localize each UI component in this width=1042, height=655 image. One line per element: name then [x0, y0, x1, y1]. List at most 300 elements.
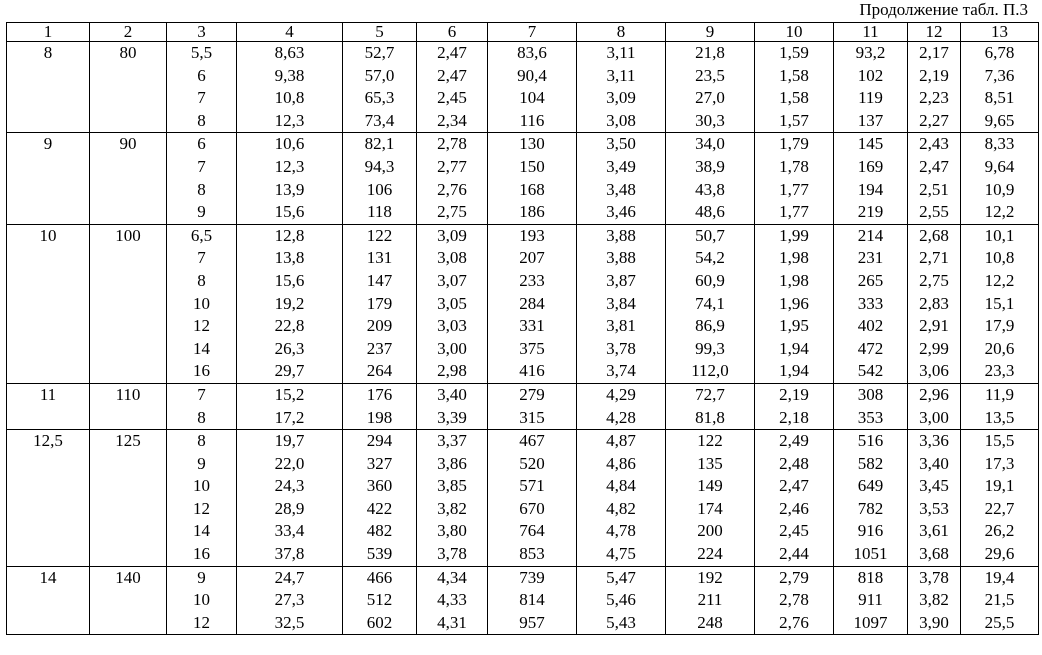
cell-value: 10 [39, 225, 57, 245]
table-cell [417, 133, 488, 224]
cell-value: 15,2 [274, 384, 305, 404]
cell-value: 12,5 [33, 431, 63, 451]
table-cell [488, 133, 577, 224]
cell-value [7, 338, 89, 361]
cell-value: 214 [857, 225, 884, 245]
cell-value: 520 [519, 453, 545, 473]
cell-value: 1,99 [779, 225, 809, 245]
cell-value: 104 [519, 88, 545, 108]
cell-value: 4,31 [437, 612, 467, 632]
cell-value: 2,48 [779, 453, 809, 473]
table-body [7, 42, 1039, 635]
cell-value: 3,68 [919, 544, 949, 564]
table-cell [488, 566, 577, 635]
cell-value: 15,6 [274, 270, 305, 290]
column-header: 8 [577, 23, 666, 42]
cell-value: 130 [519, 134, 545, 154]
cell-value [7, 293, 89, 316]
cell-value: 3,78 [437, 544, 467, 564]
cell-value: 542 [857, 361, 884, 381]
cell-value: 15,6 [274, 202, 305, 222]
cell-value: 3,78 [606, 338, 636, 358]
table-cell [7, 383, 90, 429]
cell-value: 782 [857, 498, 884, 518]
cell-value: 8 [197, 110, 206, 130]
cell-value: 147 [366, 270, 393, 290]
table-cell [577, 133, 666, 224]
cell-value: 23,3 [984, 361, 1015, 381]
table-cell [417, 566, 488, 635]
cell-value: 2,19 [919, 65, 949, 85]
cell-value: 237 [366, 338, 393, 358]
column-header: 1 [7, 23, 90, 42]
cell-value: 5,43 [606, 612, 636, 632]
table-cell [343, 224, 417, 383]
cell-value [90, 520, 166, 543]
cell-value [90, 612, 166, 635]
cell-value [90, 475, 166, 498]
cell-value: 73,4 [364, 110, 395, 130]
cell-value: 602 [366, 612, 393, 632]
cell-value: 3,36 [919, 431, 949, 451]
cell-value: 43,8 [695, 179, 725, 199]
cell-value: 1,57 [779, 110, 809, 130]
cell-value: 23,5 [695, 65, 725, 85]
cell-value: 24,3 [274, 476, 305, 496]
cell-value: 48,6 [695, 202, 725, 222]
table-cell [167, 224, 237, 383]
table-row-group [7, 133, 1039, 224]
cell-value: 174 [697, 498, 723, 518]
cell-value: 3,11 [606, 43, 636, 62]
cell-value: 8 [43, 43, 53, 62]
cell-value: 8 [197, 179, 206, 199]
cell-value [7, 315, 89, 338]
cell-value: 1,79 [779, 134, 809, 154]
cell-value: 4,78 [606, 521, 636, 541]
cell-value: 2,77 [437, 156, 467, 176]
table-cell [417, 42, 488, 133]
cell-value: 14 [193, 338, 210, 358]
cell-value: 54,2 [695, 248, 725, 268]
cell-value: 22,7 [984, 498, 1015, 518]
cell-value: 649 [857, 476, 884, 496]
cell-value: 10,9 [984, 179, 1015, 199]
table-cell [908, 383, 961, 429]
cell-value: 1,96 [779, 293, 809, 313]
cell-value: 2,46 [779, 498, 809, 518]
cell-value: 8,63 [274, 43, 305, 62]
cell-value: 86,9 [695, 316, 725, 336]
cell-value: 12,3 [274, 110, 305, 130]
cell-value: 2,47 [437, 43, 467, 62]
cell-value: 22,8 [274, 316, 305, 336]
cell-value: 3,84 [606, 293, 636, 313]
cell-value [90, 293, 166, 316]
table-cell [7, 430, 90, 567]
header-row [7, 23, 1039, 42]
table-cell [666, 566, 755, 635]
cell-value [90, 270, 166, 293]
cell-value: 8,33 [984, 134, 1015, 154]
cell-value: 19,4 [984, 567, 1015, 587]
cell-value: 26,3 [274, 338, 305, 358]
cell-value: 9,64 [984, 156, 1015, 176]
table-cell [908, 566, 961, 635]
cell-value: 2,75 [437, 202, 467, 222]
cell-value: 2,44 [779, 544, 809, 564]
cell-value [7, 156, 89, 179]
table-cell [961, 566, 1039, 635]
cell-value: 739 [519, 567, 545, 587]
cell-value [90, 315, 166, 338]
cell-value: 186 [519, 202, 545, 222]
table-cell [961, 133, 1039, 224]
table-cell [666, 133, 755, 224]
cell-value: 16 [193, 361, 210, 381]
cell-value: 3,88 [606, 225, 636, 245]
cell-value [90, 338, 166, 361]
cell-value: 3,39 [437, 407, 467, 427]
cell-value: 19,2 [274, 293, 305, 313]
column-header: 3 [167, 23, 237, 42]
cell-value: 2,99 [919, 338, 949, 358]
cell-value: 6,5 [190, 225, 213, 245]
table-cell [237, 383, 343, 429]
cell-value: 4,84 [606, 476, 636, 496]
cell-value: 2,76 [779, 612, 809, 632]
cell-value: 119 [858, 88, 883, 108]
table-cell [237, 224, 343, 383]
cell-value [7, 201, 89, 224]
column-header: 6 [417, 23, 488, 42]
cell-value: 112,0 [691, 361, 729, 381]
column-header: 10 [755, 23, 834, 42]
cell-value: 179 [366, 293, 393, 313]
table-cell [961, 430, 1039, 567]
cell-value: 6,78 [984, 43, 1015, 62]
cell-value: 122 [366, 225, 393, 245]
column-header: 2 [90, 23, 167, 42]
cell-value: 13,5 [984, 407, 1015, 427]
cell-value: 2,75 [919, 270, 949, 290]
cell-value: 2,19 [779, 384, 809, 404]
cell-value: 10,8 [274, 88, 305, 108]
cell-value: 539 [366, 544, 393, 564]
cell-value [7, 87, 89, 110]
cell-value: 853 [519, 544, 545, 564]
cell-value: 294 [366, 431, 393, 451]
cell-value: 7 [197, 248, 206, 268]
cell-value: 2,47 [779, 476, 809, 496]
cell-value: 1,59 [779, 43, 809, 62]
table-cell [90, 224, 167, 383]
cell-value [90, 247, 166, 270]
cell-value: 22,0 [274, 453, 305, 473]
cell-value [7, 247, 89, 270]
cell-value: 12,2 [984, 270, 1015, 290]
table-cell [961, 383, 1039, 429]
cell-value: 284 [519, 293, 545, 313]
cell-value: 193 [519, 225, 545, 245]
cell-value: 3,45 [919, 476, 949, 496]
cell-value: 2,17 [919, 43, 949, 62]
cell-value: 16 [193, 544, 210, 564]
cell-value [7, 270, 89, 293]
table-cell [755, 224, 834, 383]
cell-value: 3,03 [437, 316, 467, 336]
cell-value: 3,61 [919, 521, 949, 541]
cell-value: 2,79 [779, 567, 809, 587]
table-cell [167, 133, 237, 224]
cell-value: 21,5 [984, 590, 1015, 610]
table-cell [755, 430, 834, 567]
cell-value: 279 [519, 384, 545, 404]
cell-value: 102 [857, 65, 884, 85]
cell-value [90, 498, 166, 521]
cell-value [7, 110, 89, 133]
table-cell [834, 42, 908, 133]
table-cell [237, 566, 343, 635]
cell-value: 327 [366, 453, 393, 473]
cell-value: 2,83 [919, 293, 949, 313]
cell-value: 2,71 [919, 248, 949, 268]
cell-value: 422 [366, 498, 393, 518]
cell-value [7, 475, 89, 498]
cell-value: 7,36 [984, 65, 1015, 85]
cell-value: 8 [197, 431, 206, 451]
cell-value: 1,58 [779, 88, 809, 108]
cell-value: 2,18 [779, 407, 809, 427]
table-cell [417, 430, 488, 567]
cell-value: 3,78 [919, 567, 949, 587]
cell-value: 149 [697, 476, 723, 496]
table-cell [167, 383, 237, 429]
cell-value [90, 156, 166, 179]
cell-value: 9,38 [274, 65, 305, 85]
cell-value: 122 [697, 431, 723, 451]
cell-value: 125 [115, 431, 141, 451]
cell-value: 10,8 [984, 248, 1015, 268]
cell-value: 582 [857, 453, 884, 473]
table-cell [7, 42, 90, 133]
cell-value: 9,65 [984, 110, 1015, 130]
cell-value: 571 [519, 476, 545, 496]
cell-value: 2,68 [919, 225, 949, 245]
cell-value: 1,77 [779, 179, 809, 199]
cell-value: 12,2 [984, 202, 1015, 222]
cell-value [7, 65, 89, 88]
cell-value: 8 [197, 270, 206, 290]
cell-value: 1,94 [779, 338, 809, 358]
table-cell [666, 383, 755, 429]
cell-value: 140 [115, 567, 141, 587]
cell-value: 20,6 [984, 338, 1015, 358]
data-table [6, 22, 1039, 635]
column-header: 9 [666, 23, 755, 42]
cell-value: 24,7 [274, 567, 305, 587]
cell-value: 60,9 [695, 270, 725, 290]
table-cell [577, 383, 666, 429]
cell-value: 150 [519, 156, 545, 176]
cell-value: 211 [697, 590, 723, 610]
cell-value: 12 [193, 612, 210, 632]
cell-value: 3,40 [437, 384, 467, 404]
cell-value: 7 [197, 88, 206, 108]
cell-value: 512 [366, 590, 393, 610]
table-cell [7, 133, 90, 224]
table-cell [417, 383, 488, 429]
table-cell [90, 383, 167, 429]
table-cell [666, 42, 755, 133]
cell-value: 137 [857, 110, 884, 130]
table-cell [755, 133, 834, 224]
cell-value [90, 87, 166, 110]
cell-value: 3,81 [606, 316, 636, 336]
cell-value: 308 [857, 384, 884, 404]
column-header: 5 [343, 23, 417, 42]
cell-value: 82,1 [364, 134, 395, 154]
cell-value: 131 [366, 248, 393, 268]
table-cell [908, 133, 961, 224]
cell-value: 17,2 [274, 407, 305, 427]
cell-value: 9 [197, 453, 206, 473]
cell-value: 9 [197, 202, 206, 222]
cell-value: 670 [519, 498, 545, 518]
table-cell [90, 42, 167, 133]
cell-value: 3,74 [606, 361, 636, 381]
cell-value: 11,9 [984, 384, 1015, 404]
cell-value: 4,28 [606, 407, 636, 427]
cell-value: 169 [857, 156, 884, 176]
cell-value: 219 [857, 202, 884, 222]
cell-value [90, 110, 166, 133]
table-cell [834, 430, 908, 567]
cell-value: 2,49 [779, 431, 809, 451]
cell-value: 19,7 [274, 431, 305, 451]
table-cell [488, 224, 577, 383]
cell-value: 10,6 [274, 134, 305, 154]
column-header: 4 [237, 23, 343, 42]
cell-value: 375 [519, 338, 545, 358]
cell-value: 7 [197, 384, 206, 404]
table-cell [755, 383, 834, 429]
table-cell [343, 383, 417, 429]
cell-value: 5,5 [190, 43, 213, 62]
cell-value: 5,47 [606, 567, 636, 587]
cell-value: 2,23 [919, 88, 949, 108]
table-caption: Продолжение табл. П.3 [859, 0, 1028, 19]
table-cell [343, 133, 417, 224]
column-header: 12 [908, 23, 961, 42]
cell-value: 6 [197, 65, 206, 85]
cell-value: 1,95 [779, 316, 809, 336]
cell-value: 168 [519, 179, 545, 199]
cell-value: 10 [193, 590, 210, 610]
cell-value: 2,45 [779, 521, 809, 541]
cell-value [7, 520, 89, 543]
table-cell [237, 42, 343, 133]
cell-value: 118 [367, 202, 392, 222]
table-row-group [7, 430, 1039, 567]
cell-value: 1051 [853, 544, 888, 564]
cell-value: 233 [519, 270, 545, 290]
cell-value: 34,0 [695, 134, 725, 154]
cell-value: 13,8 [274, 248, 305, 268]
cell-value: 472 [857, 338, 884, 358]
cell-value: 3,07 [437, 270, 467, 290]
table-cell [908, 430, 961, 567]
table-cell [343, 566, 417, 635]
cell-value: 4,29 [606, 384, 636, 404]
cell-value: 106 [366, 179, 393, 199]
cell-value: 25,5 [984, 612, 1015, 632]
table-cell [237, 430, 343, 567]
cell-value: 17,3 [984, 453, 1015, 473]
cell-value: 26,2 [984, 521, 1015, 541]
cell-value: 72,7 [695, 384, 725, 404]
cell-value: 2,78 [779, 590, 809, 610]
cell-value: 116 [519, 110, 545, 130]
cell-value: 1,94 [779, 361, 809, 381]
cell-value: 12,3 [274, 156, 305, 176]
cell-value: 176 [366, 384, 393, 404]
table-row-group [7, 383, 1039, 429]
cell-value: 50,7 [695, 225, 725, 245]
table-cell [577, 566, 666, 635]
cell-value [90, 453, 166, 476]
cell-value: 37,8 [274, 544, 305, 564]
cell-value: 2,43 [919, 134, 949, 154]
cell-value [7, 589, 89, 612]
cell-value: 416 [519, 361, 545, 381]
table-cell [90, 430, 167, 567]
table-cell [834, 224, 908, 383]
cell-value: 10 [193, 293, 210, 313]
cell-value: 2,47 [437, 65, 467, 85]
table-cell [167, 42, 237, 133]
cell-value: 482 [366, 521, 393, 541]
cell-value: 3,82 [919, 590, 949, 610]
cell-value [7, 498, 89, 521]
table-cell [908, 224, 961, 383]
cell-value: 12 [193, 498, 210, 518]
table-cell [908, 42, 961, 133]
cell-value: 194 [857, 179, 884, 199]
cell-value: 2,27 [919, 110, 949, 130]
table-cell [488, 430, 577, 567]
cell-value: 110 [115, 384, 141, 404]
cell-value: 9 [197, 567, 206, 587]
cell-value: 4,82 [606, 498, 636, 518]
cell-value: 10 [193, 476, 210, 496]
cell-value [90, 201, 166, 224]
cell-value: 6 [197, 134, 206, 154]
cell-value: 2,47 [919, 156, 949, 176]
cell-value: 38,9 [695, 156, 725, 176]
cell-value: 200 [697, 521, 723, 541]
table-cell [417, 224, 488, 383]
cell-value: 3,53 [919, 498, 949, 518]
cell-value: 15,5 [984, 431, 1015, 451]
cell-value: 4,34 [437, 567, 467, 587]
cell-value [7, 179, 89, 202]
cell-value: 27,0 [695, 88, 725, 108]
cell-value: 3,00 [919, 407, 949, 427]
cell-value: 57,0 [364, 65, 395, 85]
cell-value: 5,46 [606, 590, 636, 610]
cell-value: 3,08 [606, 110, 636, 130]
